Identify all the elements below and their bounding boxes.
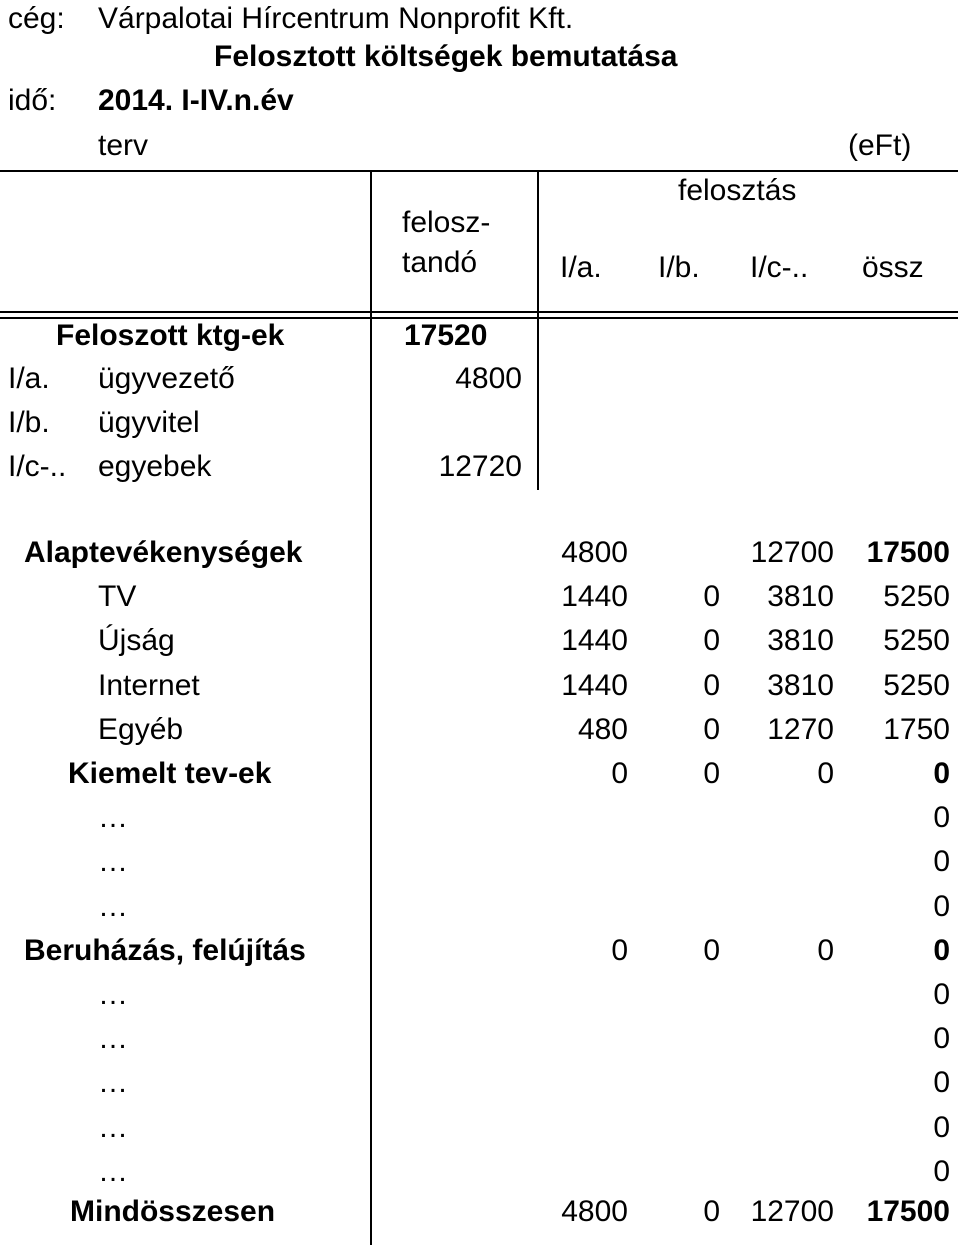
allocation-row-ia: 1440 [561, 624, 628, 658]
allocation-row-ib: 0 [703, 624, 720, 658]
allocation-row-label: … [98, 1066, 128, 1100]
allocation-row-total: 0 [933, 1022, 950, 1056]
allocation-row-total: 5250 [883, 668, 950, 702]
allocation-row-ia: 0 [611, 933, 628, 967]
allocation-row-label: … [98, 801, 128, 835]
allocation-row-total: 5250 [883, 624, 950, 658]
allocation-row-ib: 0 [703, 712, 720, 746]
allocation-row-total: 0 [933, 889, 950, 923]
allocation-row-total: 5250 [883, 580, 950, 614]
plan-label: terv [98, 129, 149, 162]
allocation-row-ic: 0 [817, 933, 834, 967]
allocation-row-ic: 3810 [767, 624, 834, 658]
allocation-row-total: 0 [933, 757, 950, 790]
grand-total-ib: 0 [703, 1195, 720, 1228]
allocation-row-label: Újság [98, 624, 175, 658]
grand-total-ic: 12700 [750, 1195, 834, 1228]
allocation-row-label: … [98, 889, 128, 923]
allocation-row-total: 0 [933, 801, 950, 835]
allocation-row-ic: 3810 [767, 668, 834, 702]
cost-row-label: ügyvitel [98, 406, 200, 439]
allocation-row-ic: 3810 [767, 580, 834, 614]
col-ia-header: I/a. [560, 251, 602, 284]
cost-row-label: ügyvezető [98, 362, 235, 395]
allocation-row-label: TV [98, 580, 137, 614]
allocation-row-label: … [98, 1022, 128, 1056]
grand-total-sum: 17500 [866, 1195, 950, 1228]
col-ib-header: I/b. [658, 251, 700, 284]
allocation-row-ia: 480 [577, 712, 628, 746]
allocation-row-ib: 0 [703, 668, 720, 702]
allocation-row-label: Beruházás, felújítás [24, 933, 306, 967]
col-total-header: össz [862, 251, 924, 284]
allocation-row-ia: 1440 [561, 580, 628, 614]
grand-total-ia: 4800 [561, 1195, 628, 1228]
period-value: 2014. I-IV.n.év [98, 84, 294, 117]
allocation-row-total: 17500 [866, 536, 950, 569]
allocation-row-label: Kiemelt tev-ek [68, 757, 272, 790]
allocation-row-ic: 0 [817, 757, 834, 790]
table-top-border [0, 170, 958, 172]
cost-section-total: 17520 [404, 319, 488, 352]
allocation-row-total: 0 [933, 978, 950, 1011]
grand-total-label: Mindösszesen [70, 1195, 276, 1228]
allocation-row-total: 0 [933, 933, 950, 967]
allocation-row-total: 0 [933, 1154, 950, 1188]
cost-row-amount: 4800 [455, 362, 522, 395]
period-label: idő: [8, 84, 57, 117]
cost-row-code: I/c-.. [8, 450, 67, 483]
allocation-row-label: … [98, 978, 128, 1011]
cost-section-title: Feloszott ktg-ek [56, 319, 285, 352]
allocation-row-label: … [98, 1154, 128, 1188]
company-label: cég: [8, 2, 65, 35]
cost-row-code: I/a. [8, 362, 50, 395]
allocation-row-total: 0 [933, 845, 950, 879]
col-ic-header: I/c-.. [750, 251, 809, 284]
allocation-row-total: 0 [933, 1110, 950, 1144]
header-separator-1 [0, 311, 958, 313]
column-divider-left [370, 172, 372, 1245]
allocation-row-label: Egyéb [98, 712, 184, 746]
col-to-allocate-line1: felosz- [402, 206, 491, 239]
cost-row-code: I/b. [8, 406, 50, 439]
allocation-row-ib: 0 [703, 933, 720, 967]
col-to-allocate-line2: tandó [402, 246, 478, 279]
allocation-row-label: Internet [98, 668, 200, 702]
allocation-row-ib: 0 [703, 580, 720, 614]
allocation-row-label: Alaptevékenységek [24, 536, 303, 569]
allocation-row-ic: 12700 [750, 536, 834, 569]
allocation-row-ia: 1440 [561, 668, 628, 702]
allocation-row-ia: 4800 [561, 536, 628, 569]
unit-label: (eFt) [848, 129, 912, 162]
col-allocation-group: felosztás [678, 174, 797, 207]
allocation-row-label: … [98, 1110, 128, 1144]
page-title: Felosztott költségek bemutatása [214, 40, 678, 73]
allocation-row-total: 0 [933, 1066, 950, 1100]
allocation-row-label: … [98, 845, 128, 879]
company-name: Várpalotai Hírcentrum Nonprofit Kft. [98, 2, 574, 35]
cost-row-label: egyebek [98, 450, 212, 483]
allocation-row-ib: 0 [703, 757, 720, 790]
column-divider-right [537, 172, 539, 490]
cost-row-amount: 12720 [438, 450, 522, 483]
allocation-row-ic: 1270 [767, 712, 834, 746]
allocation-row-total: 1750 [883, 712, 950, 746]
allocation-row-ia: 0 [611, 757, 628, 790]
